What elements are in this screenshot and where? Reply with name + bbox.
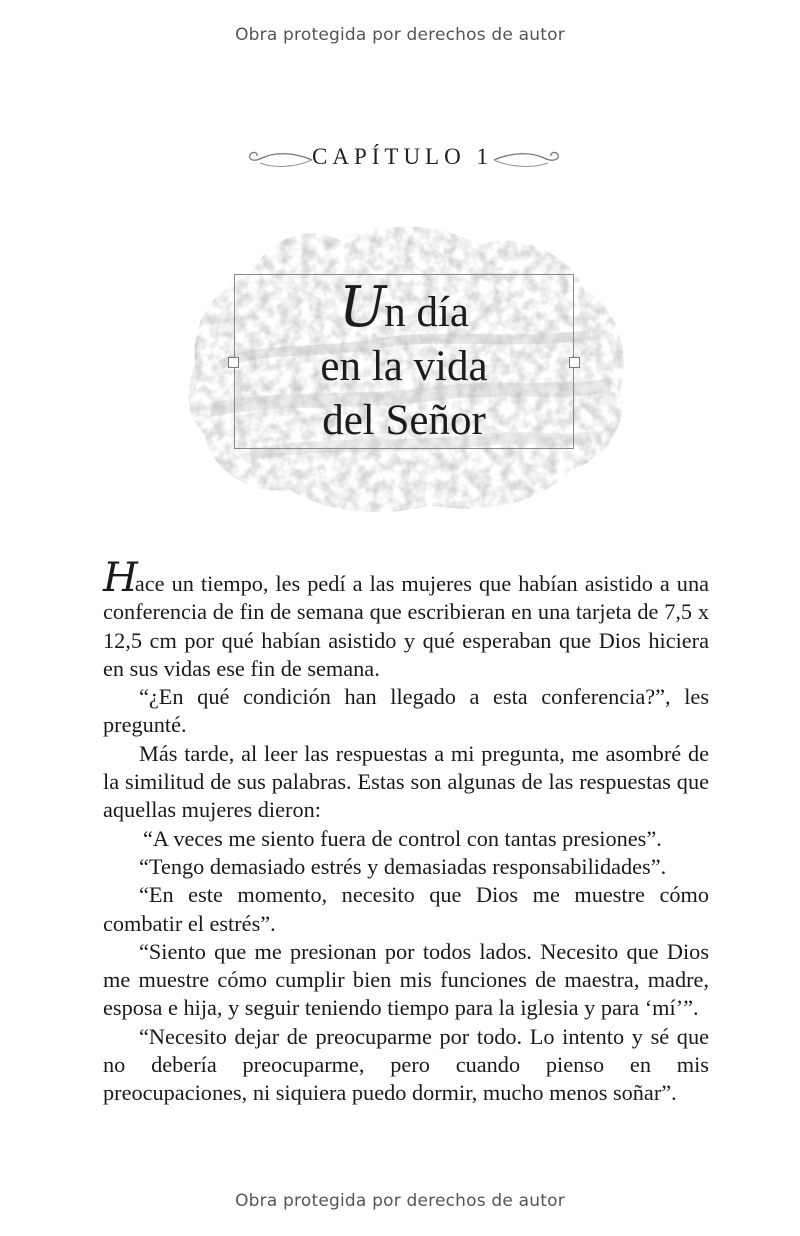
paragraph-1 bbox=[103, 555, 709, 683]
quote-4: “Siento que me presionan por todos lados. Necesito que Dios me muestre cómo cumplir bien mis funciones de maestra, madre, esposa e hija, y seguir teniendo tiempo para la iglesia y para ‘mí’”. bbox=[103, 938, 709, 1021]
chapter-title bbox=[235, 275, 573, 448]
chapter-body bbox=[103, 555, 709, 1108]
chapter-title-box bbox=[234, 274, 574, 449]
title-line-1 bbox=[235, 275, 573, 340]
paragraph-1-text: ace un tiempo, les pedí a las mujeres que habían asistido a una conferencia de fin de semana que escribieran en una tarjeta de 7,5 x 12,5 cm por qué habían asistido y qué esperaban que Dios hiciera en sus vidas ese fin de semana. bbox=[103, 571, 709, 681]
title-line-1-text: n día bbox=[384, 289, 469, 336]
chapter-label: CAPÍTULO 1 bbox=[312, 144, 493, 169]
paragraph-3: Más tarde, al leer las respuestas a mi pregunta, me asombré de la similitud de sus palabras. Estas son algunas de las respuestas que aquellas mujeres dieron: bbox=[103, 740, 709, 823]
quote-2: “Tengo demasiado estrés y demasiadas responsabilidades”. bbox=[139, 853, 667, 879]
copyright-watermark-bottom: Obra protegida por derechos de autor bbox=[235, 1191, 565, 1211]
quote-1: “A veces me siento fuera de control con tantas presiones”. bbox=[143, 825, 662, 851]
copyright-watermark-top: Obra protegida por derechos de autor bbox=[235, 25, 565, 45]
title-line-3: del Señor bbox=[322, 397, 486, 444]
chapter-heading bbox=[0, 140, 800, 180]
quote-3: “En este momento, necesito que Dios me muestre cómo combatir el estrés”. bbox=[103, 882, 709, 936]
paragraph-2: “¿En qué condición han llegado a esta conferencia?”, les pregunté. bbox=[103, 684, 709, 738]
title-decorative-initial: U bbox=[339, 275, 385, 340]
left-flourish-ornament bbox=[244, 146, 314, 174]
right-flourish-ornament bbox=[492, 146, 567, 174]
quote-5: “Necesito dejar de preocuparme por todo. Lo intento y sé que no debería preocuparme, pero cuando pienso en mis preocupaciones, ni siquiera puedo dormir, mucho menos soñar”. bbox=[103, 1023, 709, 1106]
paragraph-decorative-initial: H bbox=[103, 555, 135, 601]
title-line-2: en la vida bbox=[320, 343, 488, 390]
